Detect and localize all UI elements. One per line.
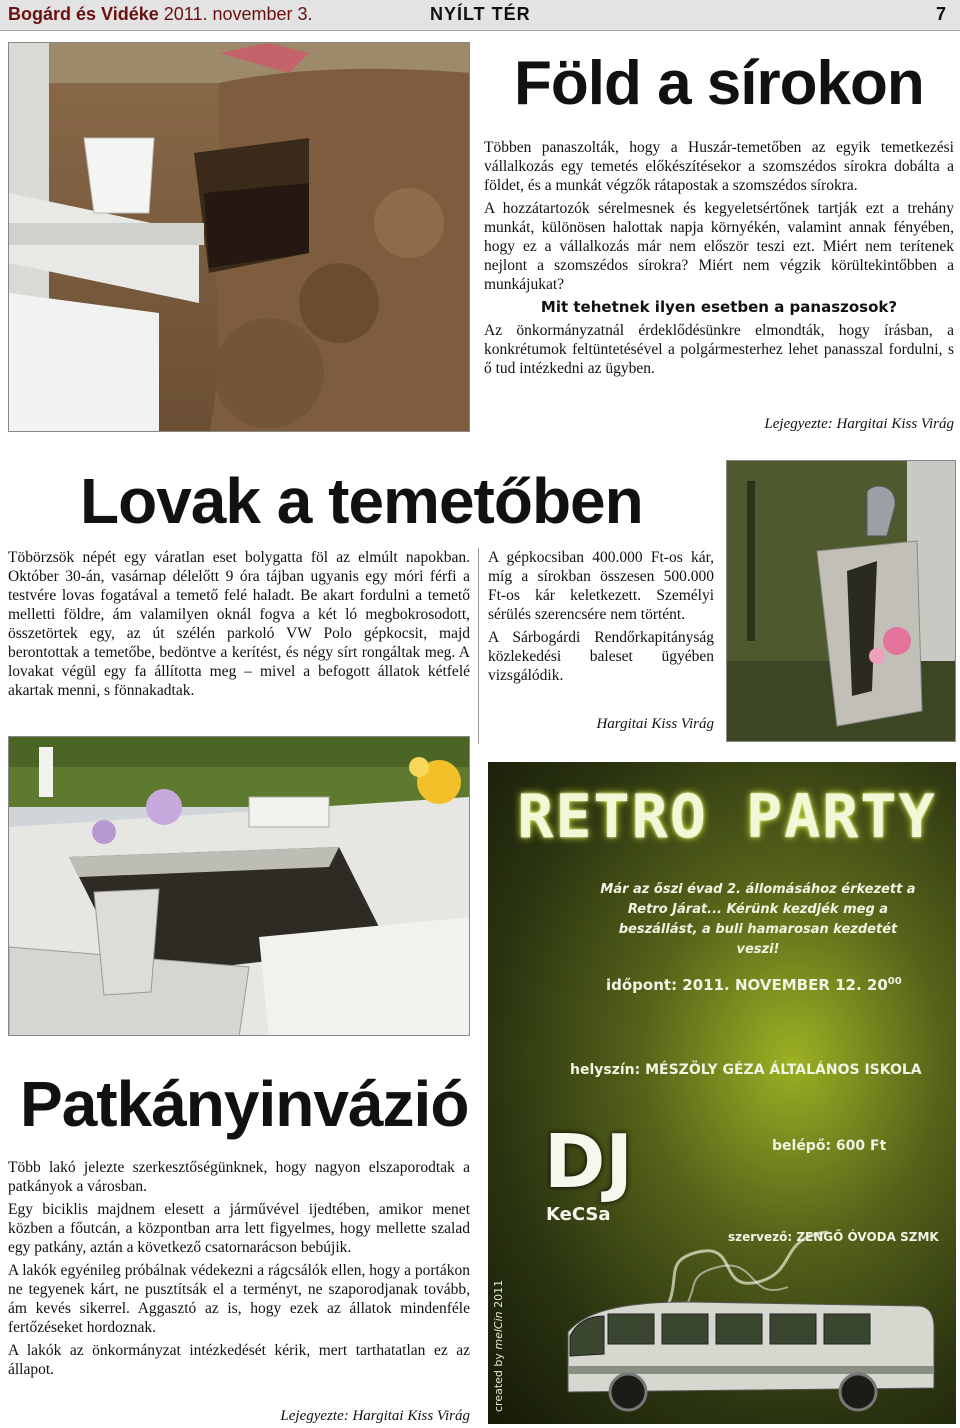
publication-name: Bogárd és Vidéke	[8, 4, 159, 24]
article-horses-body-left	[8, 548, 470, 704]
article-rats-paragraph: A lakók az önkormányzat intézkedését kérik, mert tarthatatlan ez az állapot.	[8, 1342, 470, 1378]
poster-bus-graphic	[548, 1292, 938, 1422]
poster-date-line	[606, 976, 946, 994]
article-rats-paragraph: Egy biciklis majdnem elesett a járművével ijedtében, amikor menet közben a főutcán, a központban arra lett figyelmes, hogy mellette szalad egy patkány, aztán a következő csatornarácson bebújik.	[8, 1201, 470, 1256]
poster-intro: Már az őszi évad 2. állomásához érkezett a Retro Járat... Kérünk kezdjék meg a beszállást, a buli hamarosan kezdetét veszi!	[600, 882, 916, 957]
photo-damaged-graves	[8, 736, 470, 1036]
article-fold-body	[484, 138, 954, 382]
article-fold-subheading: Mit tehetnek ilyen esetben a panaszosok?	[540, 298, 898, 316]
article-rats-body	[8, 1158, 470, 1383]
article-fold-paragraph: A hozzátartozók sérelmesnek és kegyeletsértőnek tartják ezt a trehány munkát, különösen halottak napja környékén, valamint annak fényében, hogy ez a vállalkozás már nem először teszi ezt. Miért nem terítenek nejlont a szomszédos sírokra? Miért nem végzik körültekintőbben a munkájukat?	[484, 200, 954, 293]
article-fold-paragraph: Többen panaszolták, hogy a Huszár-temetőben az egyik temetkezési vállalkozás egy temetés előkészítésekor a szomszédos sírokra dobálta a földet, és a munkát végzők rátapostak a szomszédos sírokra.	[484, 139, 954, 194]
poster-date-minutes: 00	[887, 976, 902, 987]
article-rats-paragraph: A lakók egyénileg próbálnak védekezni a rágcsálók ellen, hogy a portákon ne tegyenek kárt, ne pusztítsák el a terményt, ne szaporodjanak tovább, ám kevés sikerrel. Aggasztó az is, hogy ezek az állatok mindenféle fertőzéseket hordoznak.	[8, 1262, 470, 1336]
poster-organizer: szervező: ZENGŐ ÓVODA SZMK	[728, 1230, 939, 1244]
photo-broken-headstone-image	[727, 461, 956, 742]
publication-date: 2011. november 3.	[163, 4, 313, 24]
poster-dj-name: KeCSa	[546, 1204, 611, 1225]
poster-price: belépő: 600 Ft	[772, 1138, 887, 1154]
poster-credit-signature: melCin	[492, 1311, 505, 1350]
poster-credit	[492, 1279, 505, 1412]
publication-line	[8, 4, 313, 25]
page-number: 7	[935, 4, 946, 24]
article-fold-paragraph: Az önkormányzatnál érdeklődésünkre elmondták, hogy írásban, a konkrétumok feltüntetésével a polgármesterhez lehet panasszal fordulni, s ő tud intézkedni az ügyben.	[484, 322, 954, 377]
poster-venue: helyszín: MÉSZÖLY GÉZA ÁLTALÁNOS ISKOLA	[570, 1062, 922, 1078]
column-divider	[478, 548, 479, 744]
article-fold-byline: Lejegyezte: Hargitai Kiss Virág	[764, 416, 954, 432]
photo-broken-headstone	[726, 460, 956, 742]
article-horses-byline: Hargitai Kiss Virág	[596, 716, 714, 732]
article-title-fold: Föld a sírokon	[514, 49, 924, 118]
poster-date: időpont: 2011. NOVEMBER 12. 20	[606, 976, 888, 994]
article-horses-body-right	[488, 548, 714, 689]
photo-open-grave	[8, 42, 470, 432]
retro-party-poster	[488, 762, 956, 1424]
page-header	[0, 0, 960, 31]
article-title-rats: Patkányinvázió	[20, 1068, 469, 1140]
article-rats-byline: Lejegyezte: Hargitai Kiss Virág	[280, 1408, 470, 1424]
poster-title: RETRO PARTY	[517, 782, 937, 852]
article-horses-paragraph: A gépkocsiban 400.000 Ft-os kár, míg a sírokban összesen 500.000 Ft-os kár keletkezett. Személyi sérülés szerencsére nem történt.	[488, 549, 714, 623]
photo-damaged-graves-image	[9, 737, 470, 1036]
article-rats-paragraph: Több lakó jelezte szerkesztőségünknek, hogy nagyon elszaporodtak a patkányok a városban.	[8, 1159, 470, 1195]
article-title-horses: Lovak a temetőben	[80, 465, 643, 537]
poster-credit-year: 2011	[492, 1279, 505, 1308]
photo-open-grave-image	[9, 43, 470, 432]
poster-dj-title: DJ	[544, 1119, 633, 1205]
poster-credit-label: created by	[492, 1353, 505, 1412]
article-horses-paragraph: A Sárbogárdi Rendőrkapitányság közlekedési baleset ügyében vizsgálódik.	[488, 629, 714, 684]
article-horses-paragraph: Töbörzsök népét egy váratlan eset bolygatta föl az elmúlt napokban. Október 30-án, vasárnap délelőtt 9 óra tájban ugyanis egy móri férfi a testvére lovas fogatával a temető felé haladt. Be akart fordulni a temető melletti földre, ám valamilyen oknál fogva a két ló megbokrosodott, összetörtek egy, az út szélén parkoló VW Polo gépkocsit, majd berontottak a temetőbe, bedöntve a kerítést, és négy sírt rongáltak meg. A lovakat végül egy fa állította meg – mivel a befogott állatok kétfelé akartak menni, s fönnakadtak.	[8, 549, 470, 699]
section-name: NYÍLT TÉR	[430, 4, 531, 24]
